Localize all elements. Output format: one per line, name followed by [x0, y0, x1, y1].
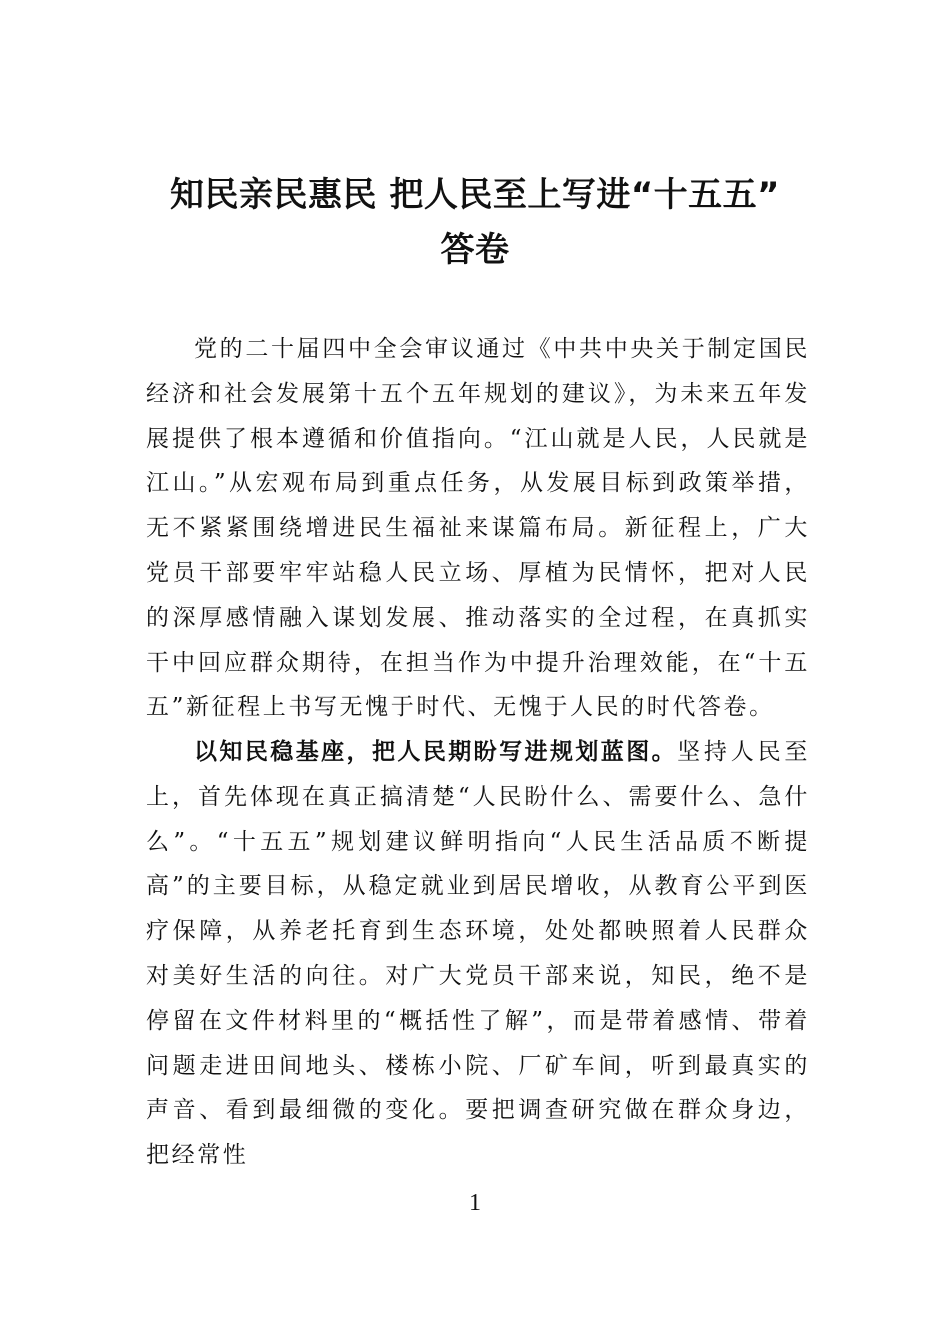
paragraph-know-the-people: [146, 730, 810, 1178]
paragraph-lead-sentence: 以知民稳基座，把人民期盼写进规划蓝图。: [194, 739, 678, 765]
document-title-line-2: 答卷: [440, 230, 510, 270]
paragraph-body-text: 坚持人民至上，首先体现在真正搞清楚“人民盼什么、需要什么、急什么”。“十五五”规划建议鲜明指向“人民生活品质不断提高”的主要目标，从稳定就业到居民增收，从教育公平到医疗保障，从养老托育到生态环境，处处都映照着人民群众对美好生活的向往。对广大党员干部来说，知民，绝不是停留在文件材料里的“概括性了解”，而是带着感情、带着问题走进田间地头、楼栋小院、厂矿车间，听到最真实的声音、看到最细微的变化。要把调查研究做在群众身边，把经常性: [146, 739, 810, 1169]
page-number: 1: [469, 1190, 481, 1216]
document-title-line-1: 知民亲民惠民 把人民至上写进“十五五”: [169, 175, 781, 215]
paragraph-intro: 党的二十届四中全会审议通过《中共中央关于制定国民经济和社会发展第十五个五年规划的建议》，为未来五年发展提供了根本遵循和价值指向。“江山就是人民，人民就是江山。”从宏观布局到重点任务，从发展目标到政策举措，无不紧紧围绕增进民生福祉来谋篇布局。新征程上，广大党员干部要牢牢站稳人民立场、厚植为民情怀，把对人民的深厚感情融入谋划发展、推动落实的全过程，在真抓实干中回应群众期待，在担当作为中提升治理效能，在“十五五”新征程上书写无愧于时代、无愧于人民的时代答卷。: [146, 336, 810, 721]
